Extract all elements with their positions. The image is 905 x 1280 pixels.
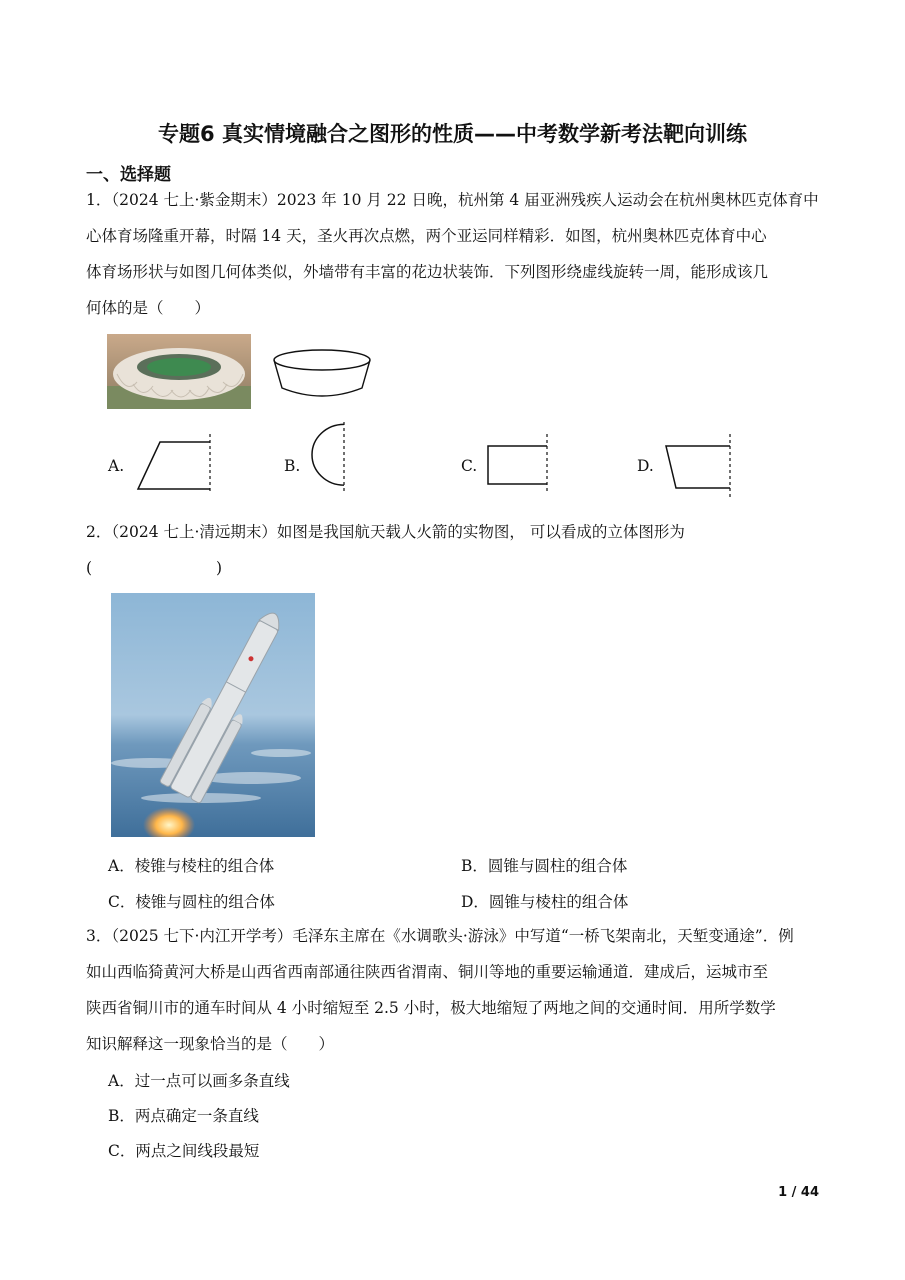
q3-line: 如山西临猗黄河大桥是山西省西南部通往陕西省渭南、铜川等地的重要运输通道．建成后，运城市至 — [86, 963, 769, 981]
option-b-figure[interactable] — [308, 420, 358, 494]
stadium-photo — [107, 334, 251, 409]
q1-option-a-label: A. — [108, 457, 125, 475]
q3-option-b[interactable]: B．两点确定一条直线 — [108, 1107, 259, 1125]
option-d-figure[interactable] — [664, 432, 736, 498]
q2-option-b[interactable]: B．圆锥与圆柱的组合体 — [461, 857, 628, 875]
q3-option-c[interactable]: C．两点之间线段最短 — [108, 1142, 260, 1160]
option-a-figure[interactable] — [136, 432, 216, 494]
q1-option-b-label: B. — [284, 457, 301, 475]
q3-line: 知识解释这一现象恰当的是（ ） — [86, 1035, 335, 1053]
q3-option-a[interactable]: A．过一点可以画多条直线 — [108, 1072, 290, 1090]
q2-option-d[interactable]: D．圆锥与棱柱的组合体 — [461, 893, 629, 911]
rocket-photo — [111, 593, 315, 837]
q1-line: 体育场形状与如图几何体类似，外墙带有丰富的花边状装饰．下列图形绕虚线旋转一周，能形成该几 — [86, 263, 769, 281]
q1-option-d-label: D. — [637, 457, 654, 475]
q2-option-a[interactable]: A．棱锥与棱柱的组合体 — [108, 857, 275, 875]
q3-line: 3．（2025 七下·内江开学考）毛泽东主席在《水调歌头·游泳》中写道“一桥飞架南北，天堑变通途”．例 — [86, 927, 794, 945]
q2-option-c[interactable]: C．棱锥与圆柱的组合体 — [108, 893, 275, 911]
section-heading: 一、选择题 — [86, 165, 171, 185]
q1-option-c-label: C. — [461, 457, 478, 475]
q3-line: 陕西省铜川市的通车时间从 4 小时缩短至 2.5 小时，极大地缩短了两地之间的交通时间．用所学数学 — [86, 999, 776, 1017]
q1-line: 心体育场隆重开幕，时隔 14 天，圣火再次点燃，两个亚运同样精彩．如图，杭州奥林匹克体育中心 — [86, 227, 767, 245]
q2-line: ( ) — [86, 559, 223, 577]
page-number: 1 / 44 — [778, 1185, 819, 1200]
frustum-figure — [268, 346, 376, 404]
page-title: 专题6 真实情境融合之图形的性质——中考数学新考法靶向训练 — [158, 122, 747, 146]
q1-line: 何体的是（ ） — [86, 299, 211, 317]
option-c-figure[interactable] — [486, 432, 552, 494]
q1-line: 1．（2024 七上·紫金期末）2023 年 10 月 22 日晚，杭州第 4 届亚洲残疾人运动会在杭州奥林匹克体育中 — [86, 191, 819, 209]
q2-line: 2．（2024 七上·清远期末）如图是我国航天载人火箭的实物图， 可以看成的立体图形为 — [86, 523, 685, 541]
